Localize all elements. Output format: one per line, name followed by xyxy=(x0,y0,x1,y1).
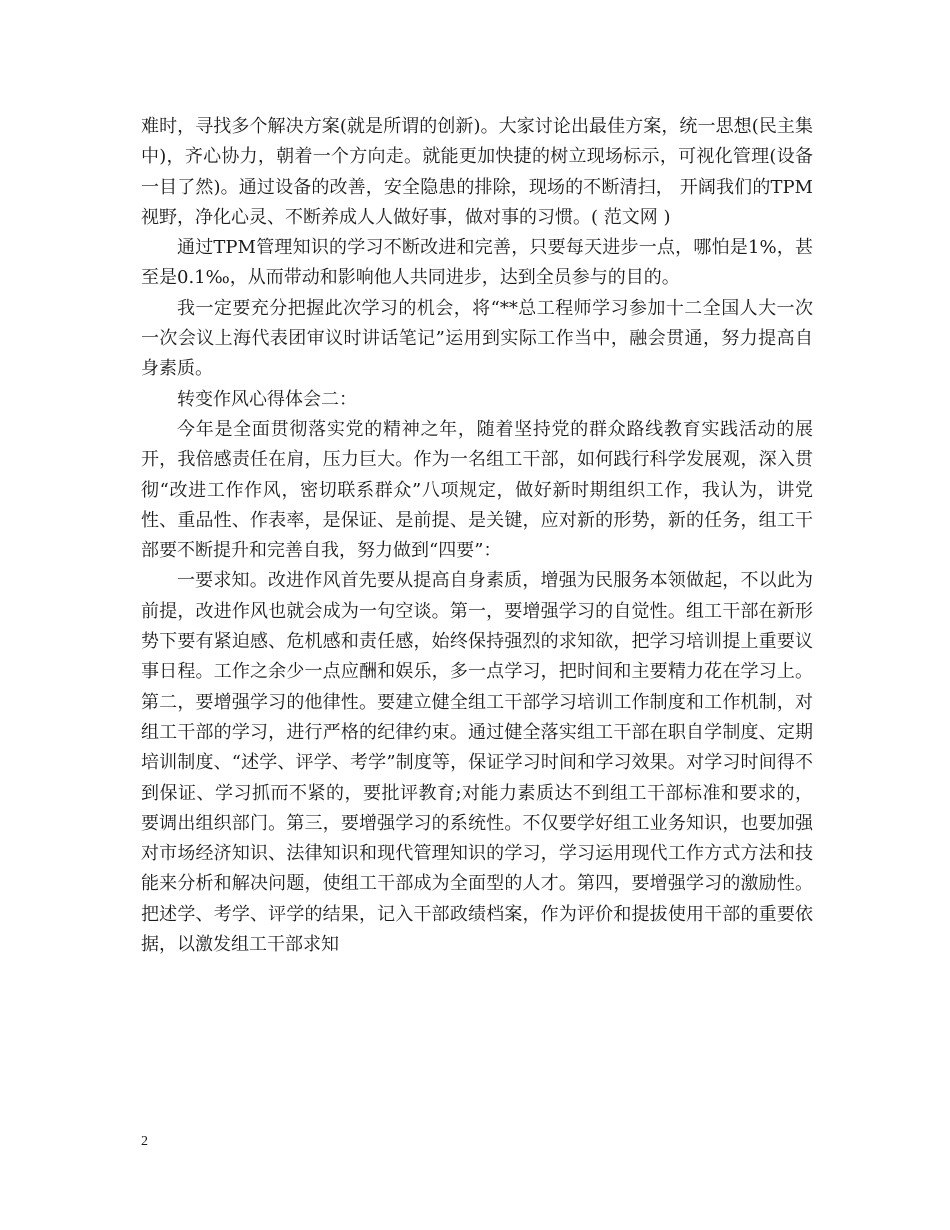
section-heading: 转变作风心得体会二： xyxy=(177,388,357,410)
paragraph-3: 我一定要充分把握此次学习的机会，将“**总工程师学习参加十二全国人大一次一次会议上海代表团审议时讲话笔记”运用到实际工作当中，融会贯通，努力提高自身素质。 xyxy=(141,297,813,380)
page-number: 2 xyxy=(141,1134,148,1149)
paragraph-2: 通过TPM管理知识的学习不断改进和完善，只要每天进步一点，哪怕是1%，甚至是0.1‰，从而带动和影响他人共同进步，达到全员参与的目的。 xyxy=(141,237,813,289)
paragraph-6: 一要求知。改进作风首先要从提高自身素质，增强为民服务本领做起，不以此为前提，改进作风也就会成为一句空谈。第一，要增强学习的自觉性。组工干部在新形势下要有紧迫感、危机感和责任感，始终保持强烈的求知欲，把学习培训提上重要议事日程。工作之余少一点应酬和娱乐，多一点学习，把时间和主要精力花在学习上。第二，要增强学习的他律性。要建立健全组工干部学习培训工作制度和工作机制，对组工干部的学习，进行严格的纪律约束。通过健全落实组工干部在职自学制度、定期培训制度、“述学、评学、考学”制度等，保证学习时间和学习效果。对学习时间得不到保证、学习抓而不紧的，要批评教育;对能力素质达不到组工干部标准和要求的，要调出组织部门。第三，要增强学习的系统性。不仅要学好组工业务知识，也要加强对市场经济知识、法律知识和现代管理知识的学习，学习运用现代工作方式方法和技能来分析和解决问题，使组工干部成为全面型的人才。第四，要增强学习的激励性。把述学、考学、评学的结果，记入干部政绩档案，作为评价和提拔使用干部的重要依据，以激发组工干部求知 xyxy=(141,570,813,956)
document-body xyxy=(141,112,813,960)
paragraph-1: 难时，寻找多个解决方案(就是所谓的创新)。大家讨论出最佳方案，统一思想(民主集中)，齐心协力，朝着一个方向走。就能更加快捷的树立现场标示，可视化管理(设备一目了然)。通过设备的改善，安全隐患的排除，现场的不断清扫， 开阔我们的TPM视野，净化心灵、不断养成人人做好事，做对事的习惯。( 范文网 ) xyxy=(141,116,813,228)
paragraph-5: 今年是全面贯彻落实党的精神之年，随着坚持党的群众路线教育实践活动的展开，我倍感责任在肩，压力巨大。作为一名组工干部，如何践行科学发展观，深入贯彻“改进工作作风，密切联系群众”八项规定，做好新时期组织工作，我认为，讲党性、重品性、作表率，是保证、是前提、是关键，应对新的形势，新的任务，组工干部要不断提升和完善自我，努力做到“四要”： xyxy=(141,418,813,562)
